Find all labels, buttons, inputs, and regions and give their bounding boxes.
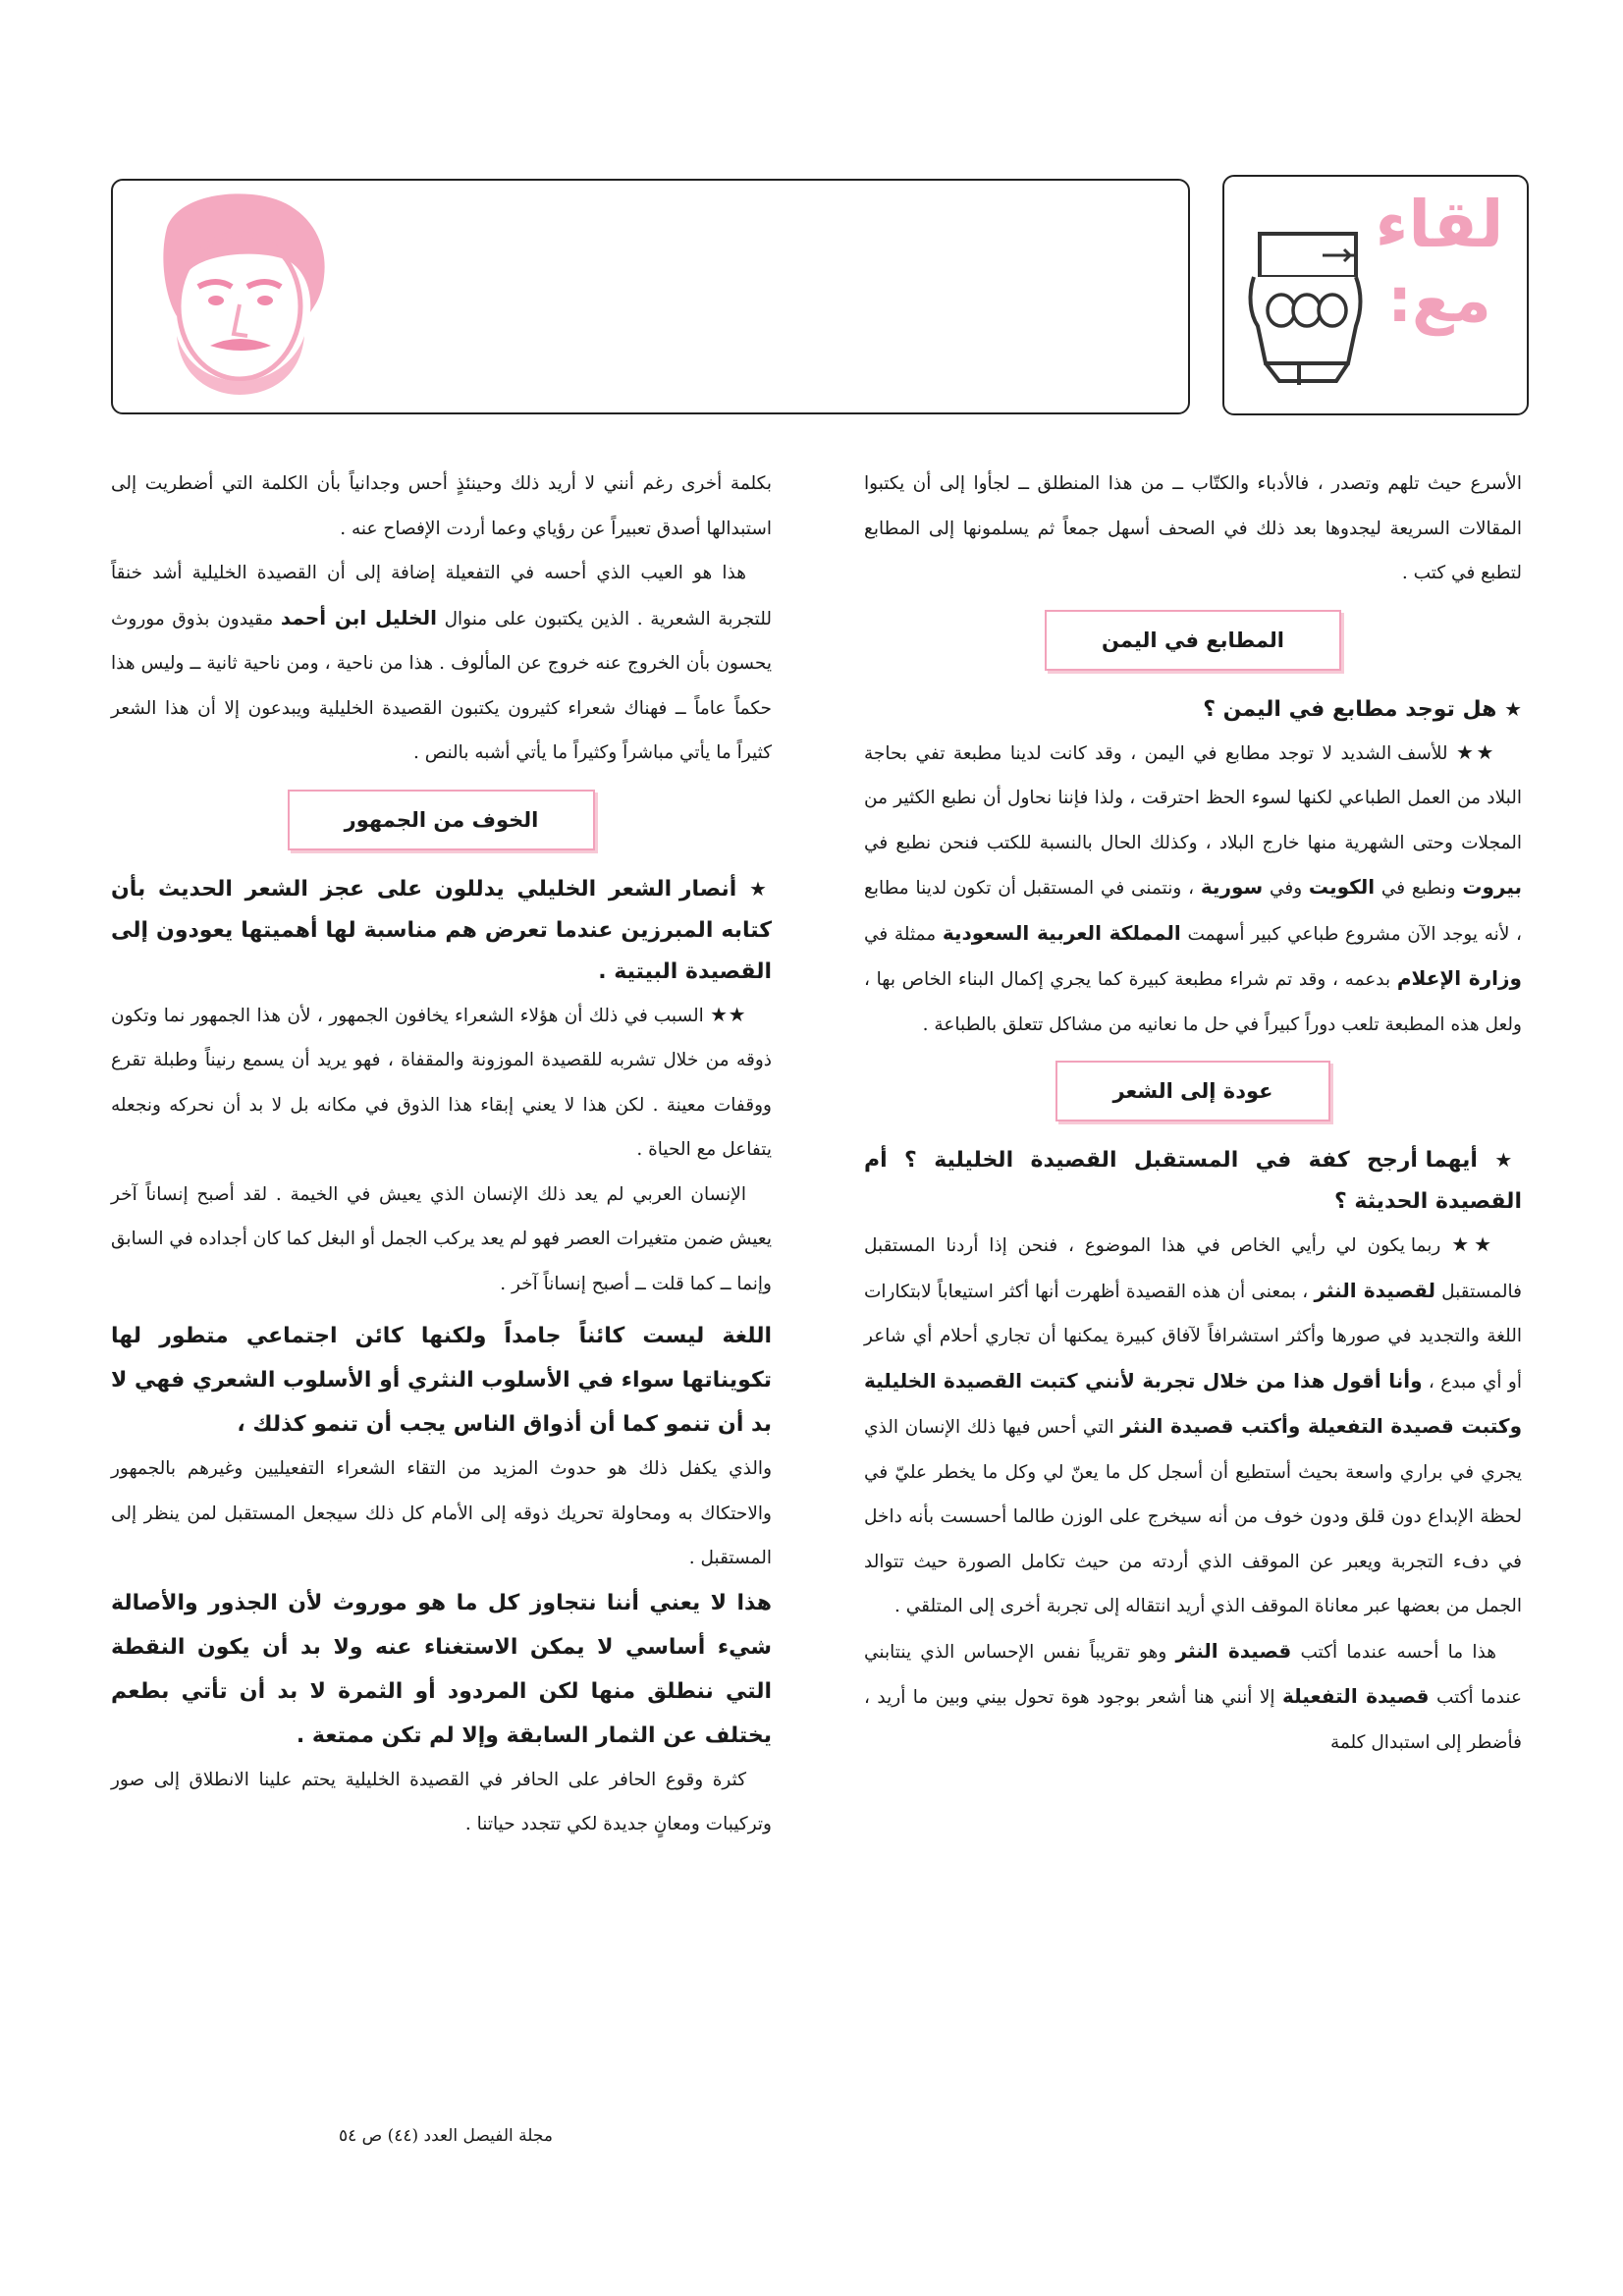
bold-term: الخليل ابن أحمد (280, 605, 437, 629)
poet-portrait (137, 189, 334, 397)
answer-audience (111, 993, 772, 1173)
answer-text: وفي (1263, 878, 1309, 899)
answer-text: السبب في ذلك أن هؤلاء الشعراء يخافون الجمهور ، لأن هذا الجمهور نما وتكون ذوقه من خلال تشربه للقصيدة الموزونة والمقفاة ، فهو يريد أن يسمع رنيناً وطبلة تقرع ووقفات معينة . لكن هذا لا يعني إبقاء هذا الذوق في مكانه بل لا بد أن نحركه ونجعله يتفاعل مع الحياة . (111, 1005, 772, 1160)
question-text: هل توجد مطابع في اليمن ؟ (1203, 696, 1497, 722)
answer-text: ممثلة في (864, 923, 943, 945)
body-paragraph: كثرة وقوع الحافر على الحافر في القصيدة الخليلية يحتم علينا الانطلاق إلى صور وتركيبات ومعانٍ جديدة لكي تتجدد حياتنا . (111, 1769, 772, 1834)
right-column (864, 462, 1522, 1765)
logo-line-2: مع: (1387, 264, 1491, 337)
section-heading-audience: الخوف من الجمهور (288, 790, 596, 850)
question-text: أيهما أرجح كفة في المستقبل القصيدة الخليلية ؟ أم القصيدة الحديثة ؟ (864, 1148, 1522, 1214)
bold-term: قصيدة التفعيلة (1282, 1684, 1430, 1708)
answer-text: ، بمعنى أن هذه القصيدة أظهرت أنها أكثر استيعاباً لابتكارات اللغة والتجديد في صورها وأكثر استشرافاً لآفاق كبيرة يمكنها أن تجاري أحلام أي شاعر أو أي مبدع ، (864, 1281, 1522, 1393)
page-footer: مجلة الفيصل العدد (٤٤) ص ٥٤ (338, 2126, 553, 2146)
question-poetry (864, 1139, 1522, 1223)
question-star-icon: ★ (749, 876, 772, 901)
emphasis-paragraph: هذا لا يعني أننا نتجاوز كل ما هو موروث لأن الجذور والأصالة شيء أساسي لا يمكن الاستغناء عنه ولا بد أن يكون النقطة التي ننطلق منها لكن المردود أو الثمرة لا بد أن تأتي بطعم يختلف عن الثمار السابقة وإلا لم تكن ممتعة . (111, 1590, 772, 1748)
answer-poetry (864, 1223, 1522, 1629)
answer-stars-icon: ★★ (710, 1002, 747, 1026)
bold-term: وأنا أقول هذا من خلال تجربة لأنني كتبت القصيدة الخليلية وكتبت قصيدة التفعيلة وأكتب قصيدة النثر (864, 1368, 1522, 1438)
answer-paragraph (864, 1629, 1522, 1766)
answer-stars-icon: ★★ (1455, 739, 1496, 764)
body-text: مقيدون بذوق موروث يحسون بأن الخروج عنه خروج عن المألوف . هذا من ناحية ، ومن ناحية ثانية ــ وليس هذا حكماً عاماً ــ فهناك شعراء كثيرون يكتبون القصيدة الخليلية ويبدعون إلا أن هذا الشعر كثيراً ما يأتي مباشراً وكثيراً ما يأتي أشبه بالنص . (111, 608, 772, 763)
left-column (111, 462, 772, 1847)
section-heading-wrap (864, 596, 1522, 681)
bold-term: بيروت (1462, 875, 1522, 899)
section-heading-wrap (864, 1047, 1522, 1131)
question-star-icon: ★ (1504, 696, 1522, 721)
interview-logo-title (1366, 187, 1513, 337)
continued-paragraph: بكلمة أخرى رغم أنني لا أريد ذلك وحينئذٍ أحس وجدانياً بأن الكلمة التي أضطريت إلى استبدالها أصدق تعبيراً عن رؤياي وعما أردت الإفصاح عنه . (111, 473, 772, 539)
question-audience (111, 868, 772, 993)
answer-text: للأسف الشديد لا توجد مطابع في اليمن ، وقد كانت لدينا مطبعة تفي بحاجة البلاد من العمل الطباعي لكنها لسوء الحظ احترقت ، ولذا فإننا نحاول أن نطبع الكثير من المجلات وحتى الشهرية منها خارج البلاد ، وكذلك الحال بالنسبة للكتب فنحن نطبع في (864, 742, 1522, 853)
body-paragraph (111, 551, 772, 776)
bold-term: الكويت (1308, 875, 1376, 899)
bold-term: قصيدة النثر (1175, 1638, 1292, 1663)
body-text: هذا هو العيب الذي أحسه في التفعيلة إضافة إلى أن القصيدة الخليلية أشد خنقاً للتجربة الشعرية . الذين يكتبون على منوال (111, 563, 772, 629)
question-printing (864, 688, 1522, 731)
question-star-icon: ★ (1494, 1148, 1522, 1172)
answer-text: بدعمه ، وقد تم شراء مطبعة كبيرة كما يجري إكمال البناء الخاص بها ، ولعل هذه المطبعة تلعب دوراً كبيراً في حل ما نعانيه من مشاكل تتعلق بالطباعة . (864, 969, 1522, 1035)
question-text: أنصار الشعر الخليلي يدللون على عجز الشعر الحديث بأن كتابه المبرزين عندما تعرض هم مناسبة لها أهميتها يعودون إلى القصيدة البيتية . (111, 876, 772, 984)
bold-term: المملكة العربية السعودية (942, 920, 1181, 945)
section-heading-wrap (111, 776, 772, 860)
answer-text: ربما يكون لي رأيي الخاص في هذا الموضوع ، فنحن إذا أردنا المستقبل فالمستقبل (864, 1235, 1523, 1302)
microphone-hand-icon (1240, 216, 1373, 388)
emphasis-paragraph: اللغة ليست كائناً جامداً ولكنها كائن اجتماعي متطور لها تكويناتها سواء في الأسلوب النثري أو الأسلوب الشعري فهي لا بد أن تنمو كما أن أذواق الناس يجب أن تنمو كذلك ، (111, 1324, 772, 1437)
answer-text: هذا ما أحسه عندما أكتب (1291, 1641, 1496, 1663)
body-paragraph: الإنسان العربي لم يعد ذلك الإنسان الذي يعيش في الخيمة . لقد أصبح إنساناً آخر يعيش ضمن متغيرات العصر فهو لم يعد يركب الجمل أو البغل كما كان أجداده في السابق وإنما ــ كما قلت ــ أصبح إنساناً آخر . (111, 1183, 772, 1294)
answer-text: التي أحس فيها ذلك الإنسان الذي يجري في براري واسعة بحيث أستطيع أن أسجل كل ما يعنّ لي وكل ما يخطر عليّ في لحظة الإبداع دون قلق ودون خوف من أنه سيخرج على الوزن طالما أحسست بأنه داخل في دفء التجربة ويعبر عن الموقف الذي أردته من حيث تكامل الصورة حيث تتوالد الجمل من بعضها عبر معاناة الموقف الذي أريد انتقاله إلى تجربة أخرى إلى المتلقي . (864, 1417, 1522, 1616)
answer-stars-icon: ★★ (1451, 1232, 1497, 1256)
answer-text: وهو تقريباً نفس الإحساس الذي ينتابني عندما أكتب (864, 1641, 1522, 1708)
intro-paragraph: الأسرع حيث تلهم وتصدر ، فالأدباء والكتّاب ــ من هذا المنطلق ــ لجأوا إلى أن يكتبوا المقالات السريعة ليجدوها بعد ذلك في الصحف أسهل جمعاً ثم يسلمونها إلى المطابع لتطبع في كتب . (864, 473, 1522, 583)
answer-text: إلا أنني هنا أشعر بوجود هوة تحول بيني وبين ما أريد ، فأضطر إلى استبدال كلمة (864, 1687, 1522, 1753)
section-heading-poetry: عودة إلى الشعر (1055, 1061, 1329, 1121)
body-paragraph: والذي يكفل ذلك هو حدوث المزيد من التقاء الشعراء التفعيليين وغيرهم بالجمهور والاحتكاك به ومحاولة تحريك ذوقه إلى الأمام كل ذلك سيجعل المستقبل لمن ينظر إلى المستقبل . (111, 1458, 772, 1568)
answer-text: ونطبع في (1375, 878, 1463, 899)
answer-text: ، ونتمنى في المستقبل أن تكون لدينا مطابع ، لأنه يوجد الآن مشروع طباعي كبير أسهمت (864, 878, 1522, 945)
bold-term: سورية (1200, 875, 1264, 899)
bold-term: وزارة الإعلام (1396, 966, 1522, 990)
section-heading-printing: المطابع في اليمن (1045, 610, 1341, 671)
answer-printing (864, 731, 1522, 1048)
logo-line-1: لقاء (1375, 187, 1504, 262)
bold-term: لقصيدة النثر (1314, 1278, 1435, 1302)
interview-logo-box (1222, 175, 1529, 415)
